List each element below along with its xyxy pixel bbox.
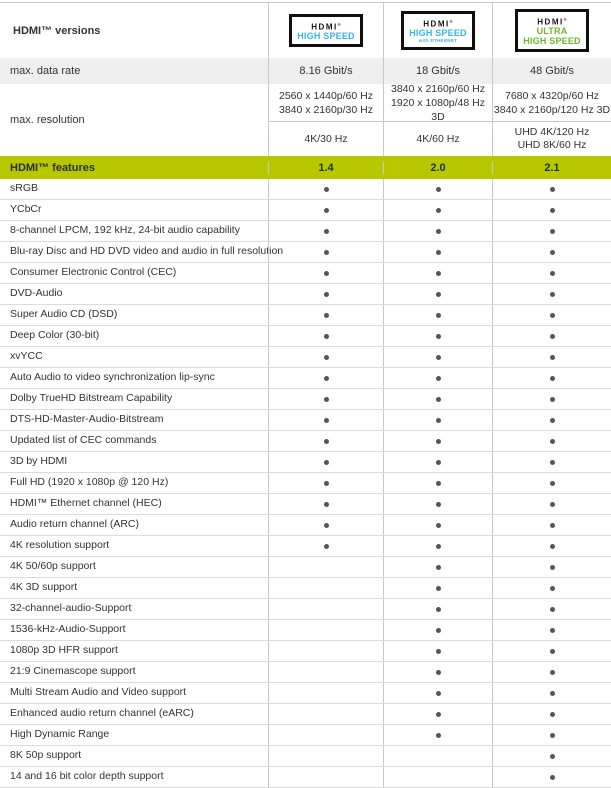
resolution-short [384, 122, 492, 156]
support-cell [268, 473, 383, 493]
support-dot [324, 208, 329, 213]
feature-row [0, 326, 611, 347]
support-cell [383, 641, 492, 661]
support-cell [268, 683, 383, 703]
support-cell [268, 641, 383, 661]
support-dot [550, 481, 555, 486]
feature-row [0, 620, 611, 641]
features-header-row [0, 156, 611, 179]
support-dot [324, 292, 329, 297]
feature-row [0, 368, 611, 389]
support-dot [550, 775, 555, 780]
support-cell [492, 746, 611, 766]
feature-row [0, 494, 611, 515]
resolution-line: 7680 x 4320p/60 Hz [505, 89, 599, 102]
feature-row [0, 725, 611, 746]
hdmi-logo [409, 17, 467, 29]
hdmi-version-number: 1.4 [268, 162, 383, 174]
support-cell [268, 746, 383, 766]
support-cell [383, 536, 492, 556]
support-dot [550, 712, 555, 717]
feature-label: 8-channel LPCM, 192 kHz, 24-bit audio capability [10, 224, 240, 236]
feature-row [0, 431, 611, 452]
support-dot [550, 649, 555, 654]
feature-label: Blu-ray Disc and HD DVD video and audio in full resolution [10, 245, 284, 257]
feature-label: 4K 3D support [10, 581, 78, 593]
badge-cell-hdmi20 [383, 3, 492, 58]
data-rate-label: max. data rate [10, 65, 81, 77]
feature-label: 1080p 3D HFR support [10, 644, 118, 656]
support-cell [492, 725, 611, 745]
feature-label: Audio return channel (ARC) [10, 518, 139, 530]
feature-label: Consumer Electronic Control (CEC) [10, 266, 177, 278]
feature-label: Updated list of CEC commands [10, 434, 157, 446]
support-cell [268, 662, 383, 682]
support-cell [268, 725, 383, 745]
support-dot [550, 187, 555, 192]
hdmi-version-number: 2.0 [383, 162, 492, 174]
support-dot [436, 523, 441, 528]
feature-row [0, 683, 611, 704]
support-cell [268, 599, 383, 619]
versions-row [0, 3, 611, 58]
hdmi-ultra-high-speed-badge [515, 9, 589, 53]
features-body [0, 179, 611, 788]
support-cell [268, 536, 383, 556]
support-dot [550, 523, 555, 528]
feature-label: 32-channel-audio-Support [10, 602, 132, 614]
support-dot [324, 523, 329, 528]
support-cell [383, 200, 492, 220]
support-dot [436, 481, 441, 486]
feature-row [0, 221, 611, 242]
badge-cell-hdmi21 [492, 3, 611, 58]
support-cell [383, 221, 492, 241]
support-cell [268, 389, 383, 409]
feature-label: 14 and 16 bit color depth support [10, 770, 164, 782]
support-dot [550, 565, 555, 570]
feature-label: Enhanced audio return channel (eARC) [10, 707, 194, 719]
data-rate-value: 48 Gbit/s [492, 58, 611, 84]
support-cell [492, 473, 611, 493]
support-cell [492, 431, 611, 451]
support-cell [383, 179, 492, 199]
resolution-row [0, 84, 611, 156]
support-cell [383, 620, 492, 640]
hdmi-logo [297, 20, 355, 32]
feature-row [0, 578, 611, 599]
feature-row [0, 179, 611, 200]
feature-row [0, 767, 611, 788]
support-cell [492, 263, 611, 283]
feature-row [0, 263, 611, 284]
support-dot [436, 544, 441, 549]
support-dot [550, 733, 555, 738]
support-cell [492, 578, 611, 598]
hdmi-version-number: 2.1 [492, 162, 611, 174]
support-cell [383, 473, 492, 493]
support-dot [436, 649, 441, 654]
support-dot [436, 586, 441, 591]
feature-label: Deep Color (30-bit) [10, 329, 100, 341]
resolution-line: UHD 4K/120 Hz [514, 126, 590, 138]
support-cell [383, 326, 492, 346]
feature-label: High Dynamic Range [10, 728, 110, 740]
hdmi-high-speed-badge [289, 14, 363, 48]
support-dot [324, 250, 329, 255]
feature-label: Full HD (1920 x 1080p @ 120 Hz) [10, 476, 169, 488]
feature-row [0, 305, 611, 326]
support-dot [436, 397, 441, 402]
support-cell [492, 452, 611, 472]
support-dot [436, 712, 441, 717]
feature-row [0, 452, 611, 473]
support-cell [268, 179, 383, 199]
feature-label: Super Audio CD (DSD) [10, 308, 118, 320]
support-dot [324, 418, 329, 423]
support-cell [492, 599, 611, 619]
support-dot [436, 565, 441, 570]
support-cell [268, 221, 383, 241]
support-cell [492, 662, 611, 682]
support-dot [436, 628, 441, 633]
support-dot [324, 376, 329, 381]
support-cell [492, 641, 611, 661]
support-cell [268, 200, 383, 220]
support-dot [550, 607, 555, 612]
support-dot [324, 502, 329, 507]
badge-line: HIGH SPEED [297, 31, 355, 42]
support-cell [492, 179, 611, 199]
feature-label: sRGB [10, 182, 39, 194]
support-cell [268, 326, 383, 346]
support-dot [550, 334, 555, 339]
feature-label: 1536-kHz-Audio-Support [10, 623, 126, 635]
support-cell [492, 704, 611, 724]
resolution-line: UHD 8K/60 Hz [517, 139, 587, 151]
feature-label: Multi Stream Audio and Video support [10, 686, 187, 698]
feature-label: DVD-Audio [10, 287, 63, 299]
support-dot [324, 229, 329, 234]
data-rate-row [0, 58, 611, 84]
support-cell [492, 284, 611, 304]
support-cell [383, 494, 492, 514]
support-dot [550, 754, 555, 759]
support-cell [268, 431, 383, 451]
hdmi-logo [523, 15, 581, 27]
support-cell [492, 515, 611, 535]
support-dot [436, 334, 441, 339]
support-cell [383, 452, 492, 472]
support-dot [550, 271, 555, 276]
support-cell [492, 494, 611, 514]
feature-row [0, 347, 611, 368]
hdmi-high-speed-ethernet-badge [401, 11, 475, 51]
support-cell [268, 578, 383, 598]
support-dot [436, 670, 441, 675]
support-cell [383, 662, 492, 682]
feature-row [0, 410, 611, 431]
support-cell [492, 200, 611, 220]
support-cell [492, 389, 611, 409]
support-dot [324, 544, 329, 549]
support-dot [550, 250, 555, 255]
support-cell [383, 599, 492, 619]
support-cell [492, 683, 611, 703]
support-cell [383, 284, 492, 304]
support-dot [550, 502, 555, 507]
badge-line-small: with ETHERNET [418, 38, 458, 44]
support-dot [324, 439, 329, 444]
support-cell [268, 767, 383, 787]
feature-row [0, 599, 611, 620]
support-dot [436, 439, 441, 444]
support-cell [383, 683, 492, 703]
support-cell [268, 410, 383, 430]
hdmi-comparison-table [0, 2, 611, 788]
support-dot [324, 460, 329, 465]
support-cell [492, 305, 611, 325]
support-cell [383, 725, 492, 745]
support-dot [550, 397, 555, 402]
feature-label: 3D by HDMI [10, 455, 68, 467]
badge-line: ULTRA [536, 26, 568, 37]
resolution-full [269, 84, 383, 122]
support-dot [324, 313, 329, 318]
registered-mark: ® [449, 18, 453, 24]
versions-label: HDMI™ versions [13, 24, 101, 37]
feature-row [0, 557, 611, 578]
support-cell [492, 536, 611, 556]
support-dot [436, 460, 441, 465]
support-dot [436, 292, 441, 297]
support-dot [436, 691, 441, 696]
support-cell [492, 767, 611, 787]
support-dot [324, 481, 329, 486]
badge-line: HIGH SPEED [523, 36, 581, 47]
feature-row [0, 704, 611, 725]
support-cell [492, 410, 611, 430]
support-dot [550, 208, 555, 213]
support-dot [324, 355, 329, 360]
support-dot [436, 313, 441, 318]
feature-label: 4K 50/60p support [10, 560, 96, 572]
support-cell [268, 347, 383, 367]
support-dot [550, 292, 555, 297]
resolution-line: 3840 x 2160p/60 Hz [391, 82, 485, 95]
support-cell [383, 431, 492, 451]
badge-cell-hdmi14 [268, 3, 383, 58]
feature-row [0, 536, 611, 557]
support-dot [550, 670, 555, 675]
support-cell [383, 242, 492, 262]
support-dot [550, 586, 555, 591]
feature-label: xvYCC [10, 350, 43, 362]
resolution-label: max. resolution [10, 114, 85, 126]
support-dot [550, 460, 555, 465]
support-dot [436, 376, 441, 381]
support-dot [550, 355, 555, 360]
support-cell [383, 263, 492, 283]
support-cell [268, 263, 383, 283]
support-cell [383, 704, 492, 724]
support-cell [268, 305, 383, 325]
feature-row [0, 284, 611, 305]
hdmi-logo-text: HDMI [311, 22, 338, 32]
feature-label: HDMI™ Ethernet channel (HEC) [10, 497, 162, 509]
support-cell [268, 494, 383, 514]
support-cell [492, 242, 611, 262]
support-cell [268, 620, 383, 640]
support-dot [550, 376, 555, 381]
support-cell [268, 368, 383, 388]
support-dot [324, 334, 329, 339]
feature-row [0, 746, 611, 767]
feature-row [0, 515, 611, 536]
resolution-short [269, 122, 383, 156]
registered-mark: ® [563, 16, 567, 22]
support-cell [383, 389, 492, 409]
support-cell [383, 368, 492, 388]
support-cell [492, 326, 611, 346]
feature-row [0, 662, 611, 683]
hdmi-logo-text: HDMI [423, 19, 450, 29]
hdmi-logo-text: HDMI [537, 17, 564, 27]
resolution-line: 3840 x 2160p/120 Hz 3D [493, 103, 611, 116]
data-rate-value: 8.16 Gbit/s [268, 58, 383, 84]
support-cell [492, 221, 611, 241]
support-cell [492, 557, 611, 577]
support-dot [436, 733, 441, 738]
support-cell [492, 347, 611, 367]
feature-label: 4K resolution support [10, 539, 110, 551]
feature-label: YCbCr [10, 203, 42, 215]
resolution-short [493, 122, 611, 156]
support-dot [436, 607, 441, 612]
data-rate-value: 18 Gbit/s [383, 58, 492, 84]
support-dot [324, 271, 329, 276]
support-dot [436, 271, 441, 276]
support-dot [324, 187, 329, 192]
support-cell [492, 368, 611, 388]
support-cell [268, 704, 383, 724]
support-dot [550, 439, 555, 444]
feature-row [0, 242, 611, 263]
registered-mark: ® [337, 21, 341, 27]
support-cell [492, 620, 611, 640]
support-dot [436, 418, 441, 423]
support-cell [268, 557, 383, 577]
feature-label: 8K 50p support [10, 749, 82, 761]
support-dot [550, 229, 555, 234]
support-cell [383, 305, 492, 325]
support-dot [436, 187, 441, 192]
support-cell [383, 767, 492, 787]
support-dot [436, 229, 441, 234]
resolution-cell [492, 84, 611, 156]
support-cell [268, 242, 383, 262]
support-cell [383, 347, 492, 367]
support-dot [436, 355, 441, 360]
resolution-full [493, 84, 611, 122]
support-cell [383, 746, 492, 766]
support-cell [383, 410, 492, 430]
feature-row [0, 200, 611, 221]
resolution-line: 1920 x 1080p/48 Hz 3D [391, 96, 485, 123]
support-dot [550, 544, 555, 549]
feature-row [0, 389, 611, 410]
feature-label: Auto Audio to video synchronization lip-sync [10, 371, 215, 383]
support-dot [436, 502, 441, 507]
badge-line: HIGH SPEED [409, 28, 467, 39]
support-cell [268, 515, 383, 535]
support-cell [383, 557, 492, 577]
resolution-line: 4K/30 Hz [304, 132, 348, 145]
feature-row [0, 641, 611, 662]
support-dot [550, 628, 555, 633]
support-dot [550, 418, 555, 423]
support-cell [268, 452, 383, 472]
support-cell [383, 515, 492, 535]
features-header-label: HDMI™ features [10, 161, 95, 174]
support-cell [383, 578, 492, 598]
resolution-line: 4K/60 Hz [416, 132, 460, 145]
feature-row [0, 473, 611, 494]
resolution-full [384, 84, 492, 122]
support-dot [324, 397, 329, 402]
resolution-line: 3840 x 2160p/30 Hz [279, 103, 373, 116]
support-dot [436, 250, 441, 255]
resolution-cell [383, 84, 492, 156]
support-dot [550, 313, 555, 318]
resolution-line: 2560 x 1440p/60 Hz [279, 89, 373, 102]
support-dot [436, 208, 441, 213]
support-dot [550, 691, 555, 696]
resolution-cell [268, 84, 383, 156]
feature-label: 21:9 Cinemascope support [10, 665, 136, 677]
feature-label: Dolby TrueHD Bitstream Capability [10, 392, 173, 404]
feature-label: DTS-HD-Master-Audio-Bitstream [10, 413, 164, 425]
support-cell [268, 284, 383, 304]
